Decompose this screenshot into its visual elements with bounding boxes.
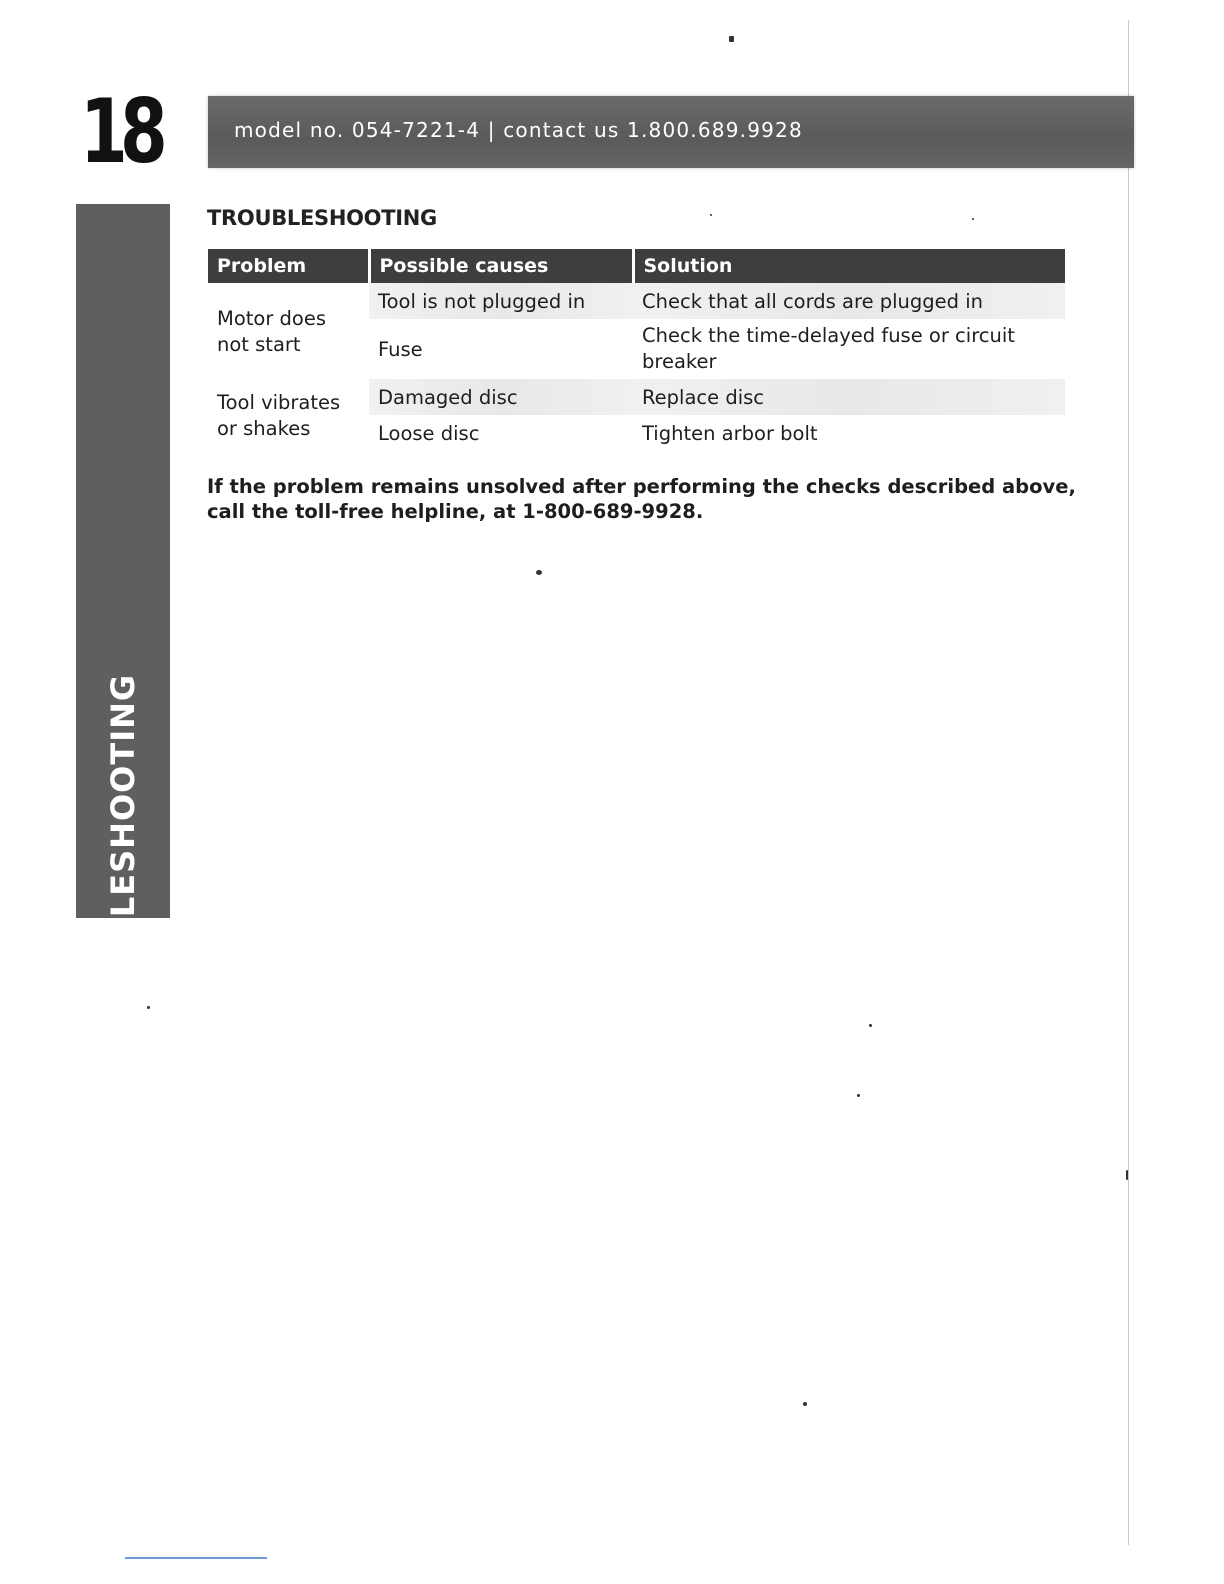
helpline-note: If the problem remains unsolved after performing the checks described above, call the toll-free helpline, at 1-800-689-9928.	[207, 475, 1076, 523]
side-tab-label: TROUBLESHOOTING	[104, 673, 142, 1047]
scan-speck	[803, 1402, 807, 1406]
scan-speck	[857, 1094, 860, 1097]
page-edge-rule	[1128, 20, 1129, 1545]
cause-cell: Fuse	[378, 338, 423, 361]
page-number: 18	[80, 80, 160, 183]
scan-speck	[147, 1006, 150, 1009]
section-title: TROUBLESHOOTING	[207, 206, 437, 230]
table-row	[208, 283, 1065, 319]
solution-cell: Tighten arbor bolt	[642, 422, 818, 445]
solution-cell: Check the time-delayed fuse or circuit breaker	[642, 324, 1015, 373]
footer-link-underline	[125, 1557, 267, 1559]
header-bar	[208, 96, 1134, 168]
cause-cell: Loose disc	[378, 422, 480, 445]
header-solution: Solution	[633, 249, 1065, 283]
table-row	[208, 379, 1065, 415]
troubleshooting-table	[208, 249, 1065, 451]
side-section-tab	[76, 204, 170, 1047]
scan-speck	[1126, 1170, 1128, 1180]
solution-cell: Check that all cords are plugged in	[633, 283, 1065, 319]
scan-speck	[536, 570, 542, 575]
scan-speck	[972, 218, 974, 220]
solution-cell: Replace disc	[633, 379, 1065, 415]
problem-cell: Tool vibrates or shakes	[217, 391, 341, 440]
scan-speck	[710, 214, 712, 216]
header-problem: Problem	[208, 249, 369, 283]
scan-speck	[729, 36, 734, 42]
scan-speck	[869, 1024, 872, 1027]
cause-cell: Damaged disc	[369, 379, 633, 415]
table-header-row	[208, 249, 1065, 283]
header-model-contact: model no. 054-7221-4 | contact us 1.800.689.9928	[234, 118, 803, 142]
problem-cell: Motor does not start	[217, 307, 327, 356]
cause-cell: Tool is not plugged in	[369, 283, 633, 319]
header-possible-causes: Possible causes	[369, 249, 633, 283]
